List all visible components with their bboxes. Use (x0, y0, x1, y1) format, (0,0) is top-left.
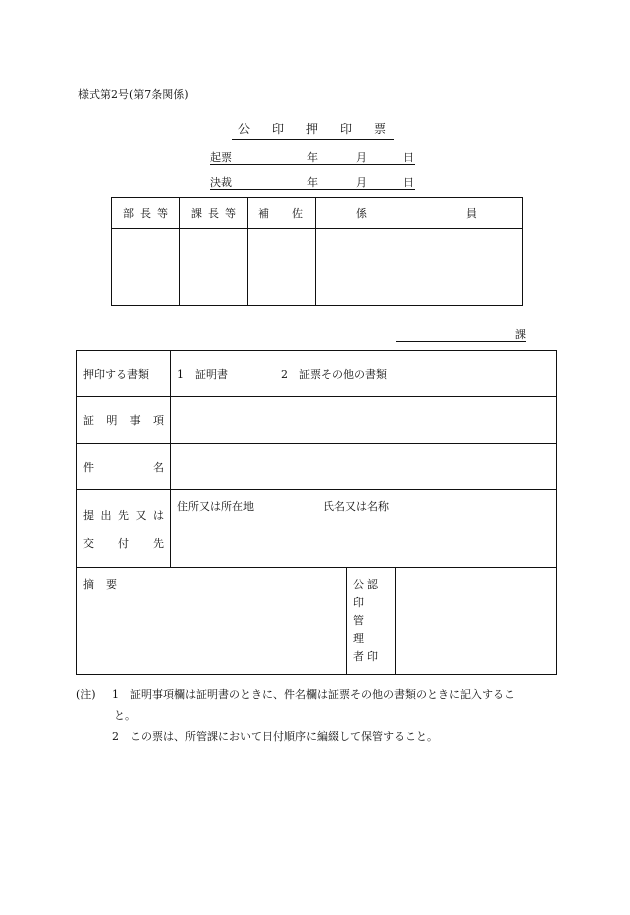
label-char: 付 (118, 536, 129, 550)
day-label: 日 (403, 176, 414, 189)
label-char: 件 (83, 460, 94, 474)
month-label: 月 (356, 176, 367, 189)
label-char: 又 (135, 508, 147, 522)
note-prefix: (注) (76, 688, 96, 701)
option-certificate[interactable]: 1 証明書 (177, 367, 228, 381)
note-text: 証明事項欄は証明書のときに、件名欄は証票その他の書類のときに記入するこ (130, 688, 515, 701)
label-char: 提 (83, 508, 94, 522)
label-char: 明 (106, 414, 118, 427)
header-char: 係 (356, 207, 367, 220)
title-char: 印 (271, 122, 284, 136)
note-1-continued (76, 705, 562, 726)
title-char: 印 (339, 122, 352, 136)
header-char: 長 (140, 207, 151, 220)
note-text: この票は、所管課において日付順序に編綴して保管すること。 (130, 730, 438, 743)
subject-field[interactable] (171, 444, 557, 490)
label-char: 証 (83, 414, 94, 427)
date-row-issued[interactable] (210, 149, 415, 165)
seal-manager-box[interactable] (396, 568, 557, 675)
header-char: 長 (208, 207, 219, 220)
header-char: 部 (123, 207, 134, 220)
certification-matter-field[interactable] (171, 397, 557, 444)
header-char: 員 (466, 207, 477, 220)
header-kacho (180, 198, 248, 229)
seal-box-bucho[interactable] (112, 229, 180, 306)
label-certification-matter (77, 397, 171, 444)
label-char: 項 (152, 414, 164, 427)
destination-name-label: 氏名又は名称 (323, 500, 389, 513)
label-line: 印 (353, 596, 364, 609)
note-text: と。 (114, 709, 136, 722)
label-stamp-documents: 押印する書類 (77, 351, 171, 397)
form-number: 様式第2号(第7条関係) (78, 88, 189, 101)
note-1 (76, 684, 562, 705)
destination-address-label: 住所又は所在地 (177, 500, 254, 513)
month-label: 月 (356, 151, 367, 164)
label-line: 理 (353, 632, 364, 645)
header-char: 補 (258, 207, 269, 220)
destination-field[interactable] (171, 490, 557, 568)
label-subject (77, 444, 171, 490)
year-label: 年 (307, 176, 318, 189)
approval-table (111, 197, 523, 306)
label-char: は (153, 508, 164, 522)
option-other-documents[interactable]: 2 証票その他の書類 (281, 367, 387, 381)
details-table (76, 350, 557, 675)
seal-box-kakari[interactable] (316, 229, 523, 306)
note-2 (76, 726, 562, 747)
form-title (232, 120, 394, 140)
title-char: 票 (373, 122, 386, 136)
date-label: 決裁 (210, 176, 232, 189)
notes (76, 684, 562, 747)
label-char: 名 (153, 460, 164, 474)
date-row-approved[interactable] (210, 174, 415, 190)
summary-field[interactable] (77, 568, 347, 675)
department-field[interactable] (396, 326, 526, 342)
header-char: 等 (225, 207, 236, 220)
title-char: 押 (305, 122, 318, 136)
date-label: 起票 (210, 151, 232, 164)
day-label: 日 (403, 151, 414, 164)
label-char: 事 (129, 414, 141, 427)
label-char: 交 (83, 536, 94, 550)
label-line: 管 (353, 614, 364, 627)
title-char: 公 (238, 122, 251, 136)
stamp-documents-options[interactable] (171, 351, 557, 397)
label-char: 要 (106, 578, 117, 591)
seal-box-hosa[interactable] (248, 229, 316, 306)
note-number: 1 (112, 688, 119, 701)
label-char: 先 (153, 536, 164, 550)
header-char: 佐 (292, 207, 303, 220)
year-label: 年 (307, 151, 318, 164)
note-number: 2 (112, 730, 119, 743)
label-destination (77, 490, 171, 568)
seal-box-kacho[interactable] (180, 229, 248, 306)
header-kakari (316, 198, 523, 229)
label-line: 公認 (353, 578, 381, 591)
header-bucho (112, 198, 180, 229)
header-char: 課 (191, 207, 202, 220)
label-seal-manager (347, 568, 396, 675)
label-char: 摘 (83, 578, 94, 591)
header-char: 等 (157, 207, 168, 220)
department-suffix: 課 (515, 328, 526, 341)
label-char: 先 (118, 508, 129, 522)
label-line: 者印 (353, 650, 381, 663)
label-char: 出 (100, 508, 112, 522)
header-hosa (248, 198, 316, 229)
